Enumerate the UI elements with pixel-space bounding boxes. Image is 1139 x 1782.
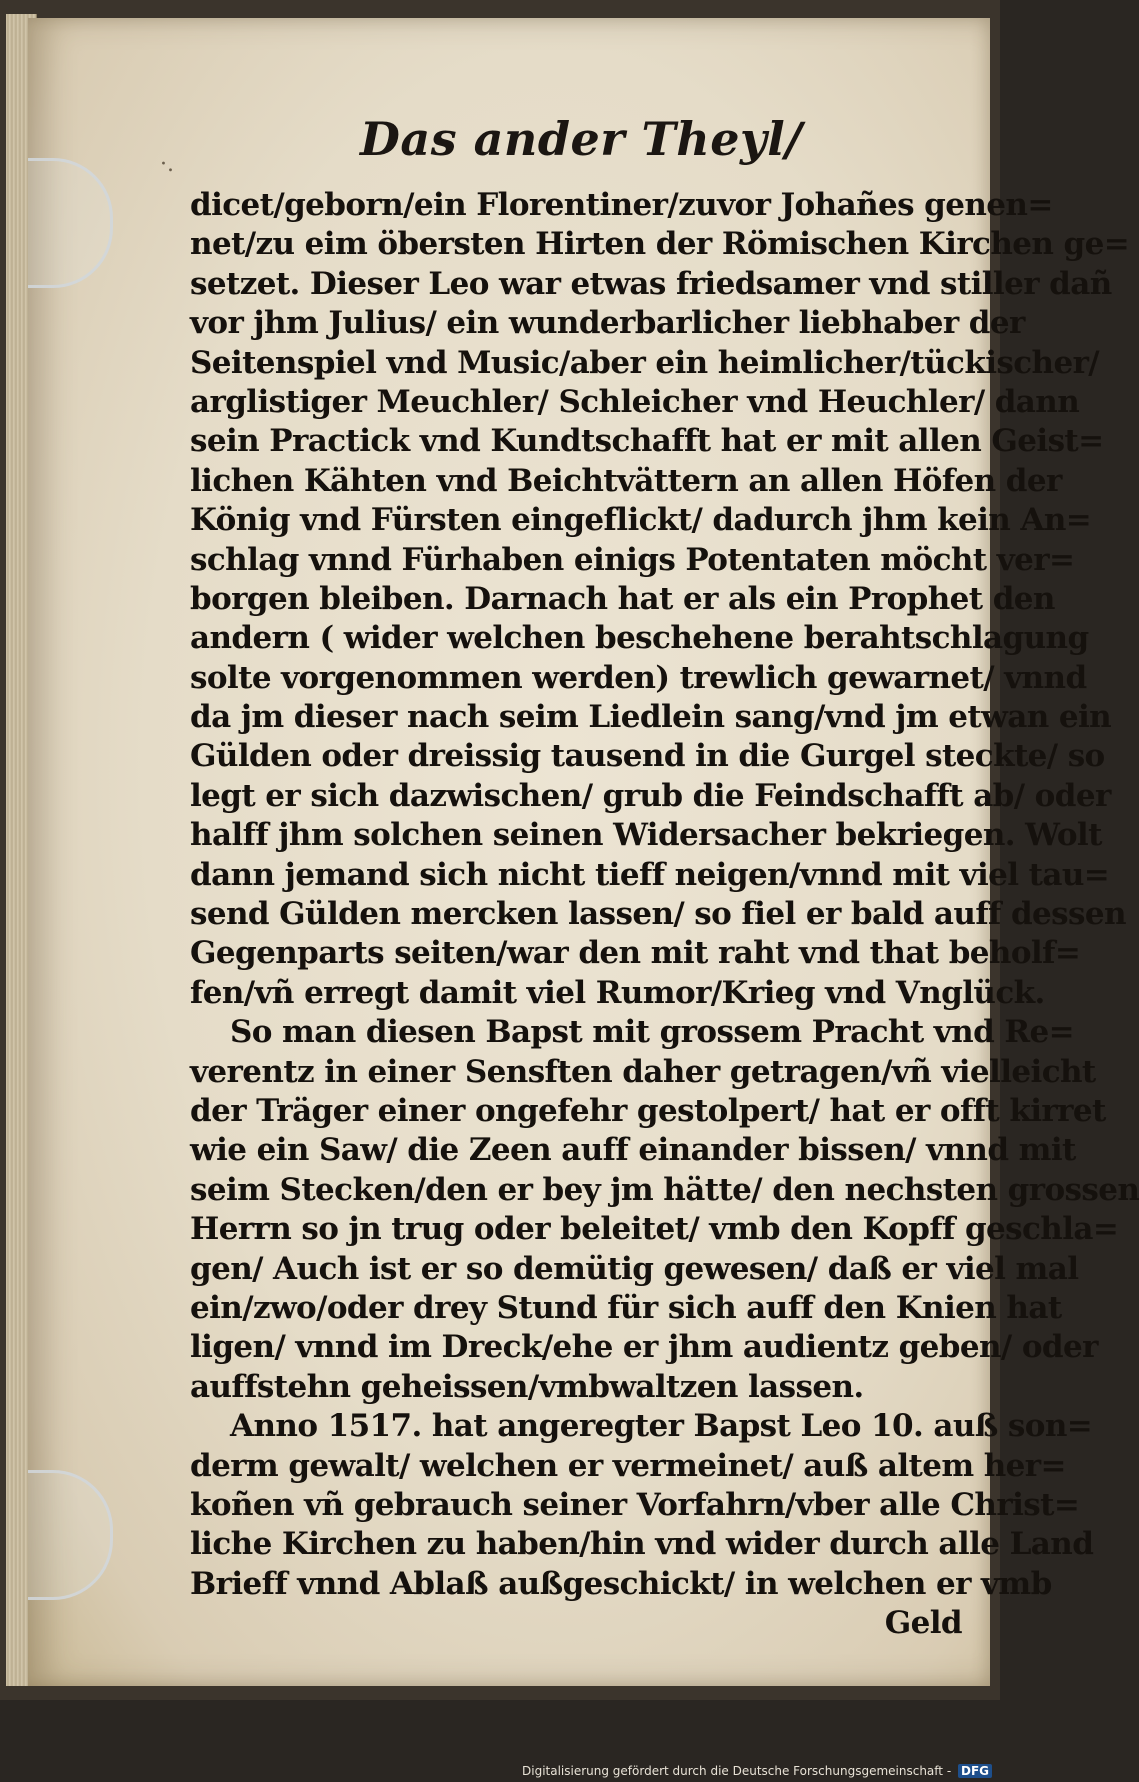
- page-clip-top: [28, 158, 113, 288]
- text-line: derm gewalt/ welchen er vermeinet/ auß altem her=: [190, 1447, 1066, 1484]
- text-line: Seitenspiel vnd Music/aber ein heimlicher/tückischer/: [190, 344, 1100, 381]
- text-line: Geld: [884, 1605, 962, 1642]
- text-line: dann jemand sich nicht tieff neigen/vnnd mit viel tau=: [190, 856, 1110, 893]
- text-line: net/zu eim öbersten Hirten der Römischen Kirchen ge=: [190, 226, 1130, 263]
- text-line: Brieff vnnd Ablaß außgeschickt/ in welchen er vmb: [190, 1565, 1052, 1602]
- text-line: seim Stecken/den er bey jm hätte/ den nechsten grossen: [190, 1171, 1139, 1208]
- text-line: fen/vñ erregt damit viel Rumor/Krieg vnd Vnglück.: [190, 974, 1045, 1011]
- text-line: borgen bleiben. Darnach hat er als ein Prophet den: [190, 580, 1055, 617]
- text-line: König vnd Fürsten eingeflickt/ dadurch jhm kein An=: [190, 502, 1092, 539]
- text-line: gen/ Auch ist er so demütig gewesen/ daß er viel mal: [190, 1250, 1079, 1287]
- text-line: andern ( wider welchen beschehene berahtschlagung: [190, 620, 1089, 657]
- text-line: schlag vnnd Fürhaben einigs Potentaten möcht ver=: [190, 541, 1075, 578]
- text-line: auffstehn geheissen/vmbwaltzen lassen.: [190, 1368, 864, 1405]
- text-line: send Gülden mercken lassen/ so fiel er bald auff dessen: [190, 896, 1126, 933]
- credit-text: Digitalisierung gefördert durch die Deutsche Forschungsgemeinschaft -: [522, 1764, 952, 1778]
- text-line: arglistiger Meuchler/ Schleicher vnd Heuchler/ dann: [190, 383, 1080, 420]
- text-line: verentz in einer Sensften daher getragen/vñ vielleicht: [190, 1053, 1096, 1090]
- text-line: ligen/ vnnd im Dreck/ehe er jhm audientz geben/ oder: [190, 1329, 1098, 1366]
- text-line: ein/zwo/oder drey Stund für sich auff den Knien hat: [190, 1289, 1062, 1326]
- text-line: Gegenparts seiten/war den mit raht vnd that beholf=: [190, 935, 1081, 972]
- text-line: dicet/geborn/ein Florentiner/zuvor Johañes genen=: [190, 187, 1053, 223]
- running-header: Das ander Theyl/: [360, 112, 803, 166]
- text-line: lichen Kähten vnd Beichtvättern an allen Höfen der: [190, 462, 1062, 499]
- body-text: [190, 186, 1139, 1643]
- footer-bar: [0, 1700, 1000, 1782]
- printer-ornament: ·.: [160, 152, 174, 177]
- digitization-credit: [522, 1764, 992, 1778]
- text-line: da jm dieser nach seim Liedlein sang/vnd jm etwan ein: [190, 699, 1112, 736]
- text-line: wie ein Saw/ die Zeen auff einander bissen/ vnnd mit: [190, 1132, 1076, 1169]
- text-line: So man diesen Bapst mit grossem Pracht vnd Re=: [230, 1014, 1075, 1051]
- text-line: setzet. Dieser Leo war etwas friedsamer vnd stiller dañ: [190, 265, 1112, 302]
- dfg-logo: DFG: [958, 1764, 992, 1778]
- text-line: vor jhm Julius/ ein wunderbarlicher liebhaber der: [190, 305, 1025, 342]
- text-line: Anno 1517. hat angeregter Bapst Leo 10. auß son=: [230, 1408, 1093, 1445]
- text-line: solte vorgenommen werden) trewlich gewarnet/ vnnd: [190, 659, 1087, 696]
- page-clip-bottom: [28, 1470, 113, 1600]
- text-line: legt er sich dazwischen/ grub die Feindschafft ab/ oder: [190, 777, 1111, 814]
- text-line: halff jhm solchen seinen Widersacher bekriegen. Wolt: [190, 817, 1102, 854]
- text-line: sein Practick vnd Kundtschafft hat er mit allen Geist=: [190, 423, 1104, 460]
- text-line: koñen vñ gebrauch seiner Vorfahrn/vber alle Christ=: [190, 1486, 1080, 1523]
- text-line: Gülden oder dreissig tausend in die Gurgel steckte/ so: [190, 738, 1105, 775]
- text-line: Herrn so jn trug oder beleitet/ vmb den Kopff geschla=: [190, 1211, 1119, 1248]
- text-line: liche Kirchen zu haben/hin vnd wider durch alle Land: [190, 1526, 1094, 1563]
- text-line: der Träger einer ongefehr gestolpert/ hat er offt kirret: [190, 1092, 1106, 1129]
